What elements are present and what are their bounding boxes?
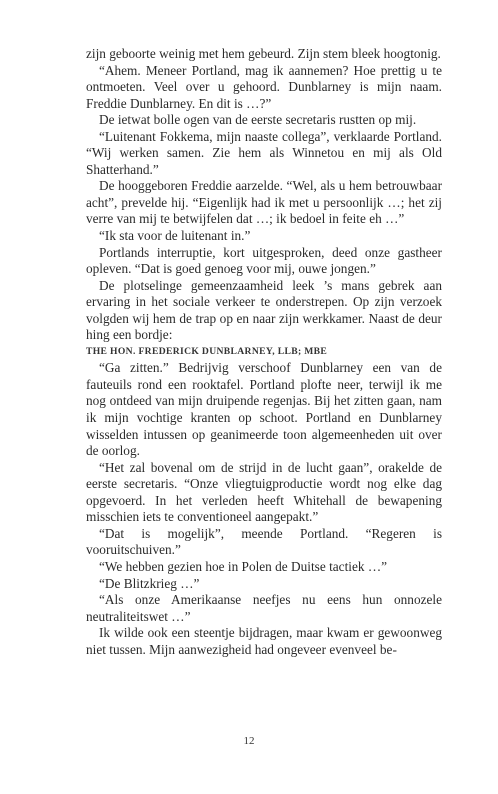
page-number: 12 <box>243 735 255 747</box>
door-sign-text: THE HON. FREDERICK DUNBLARNEY, LLB; MBE <box>86 345 328 357</box>
paragraph: De plotselinge gemeenzaamheid leek ’s mans gebrek aan ervaring in het sociale verkeer te onderstrepen. Op zijn verzoek volgden wij hem de trap op en naar zijn werkkamer. Naast de deur hing een bordje: <box>86 277 442 343</box>
paragraph: Portlands interruptie, kort uitgesproken, deed onze gastheer opleven. “Dat is goed genoeg voor mij, ouwe jongen.” <box>86 244 442 277</box>
paragraph: “Ga zitten.” Bedrijvig verschoof Dunblarney een van de fauteuils rond een rooktafel. Portland plofte neer, terwijl ik me nog ontdeed van mijn druipende regenjas. Bij het zitten gaan, nam ik mijn vochtige kranten op schoot. Portland en Dunblarney wisselden intussen op geanimeerde toon algemeenheden uit over de oorlog. <box>86 360 442 459</box>
paragraph: “Het zal bovenal om de strijd in de lucht gaan”, orakelde de eerste secretaris. “Onze vliegtuigproductie wordt nog elke dag opgevoerd. In het verleden heeft Whitehall de bewapening misschien iets te conventioneel aangepakt.” <box>86 459 442 525</box>
body-text <box>86 46 442 658</box>
paragraph: “We hebben gezien hoe in Polen de Duitse tactiek …” <box>99 558 388 574</box>
paragraph: zijn geboorte weinig met hem gebeurd. Zijn stem bleek hoogtonig. <box>86 46 441 61</box>
paragraph: “Dat is mogelijk”, meende Portland. “Regeren is vooruitschuiven.” <box>86 525 442 558</box>
paragraph: Ik wilde ook een steentje bijdragen, maar kwam er gewoonweg niet tussen. Mijn aanwezigheid had ongeveer evenveel be- <box>86 625 442 657</box>
paragraph: “De Blitzkrieg …” <box>99 575 200 591</box>
paragraph: De hooggeboren Freddie aarzelde. “Wel, als u hem betrouwbaar acht”, prevelde hij. “Eigenlijk had ik met u persoonlijk …; het zij verre van mij te betwijfelen dat …; ik bedoel in feite eh …” <box>86 178 442 227</box>
paragraph: “Als onze Amerikaanse neefjes nu eens hun onnozele neutraliteitswet …” <box>86 592 442 624</box>
paragraph: “Ik sta voor de luitenant in.” <box>99 228 251 244</box>
paragraph: “Luitenant Fokkema, mijn naaste collega”, verklaarde Portland. “Wij werken samen. Zie hem als Winnetou en mij als Old Shatterhand.” <box>86 128 442 177</box>
paragraph: “Ahem. Meneer Portland, mag ik aannemen? Hoe prettig u te ontmoeten. Veel over u gehoord. Dunblarney is mijn naam. Freddie Dunblarney. En dit is …?” <box>86 62 442 111</box>
paragraph: De ietwat bolle ogen van de eerste secretaris rustten op mij. <box>99 112 417 128</box>
